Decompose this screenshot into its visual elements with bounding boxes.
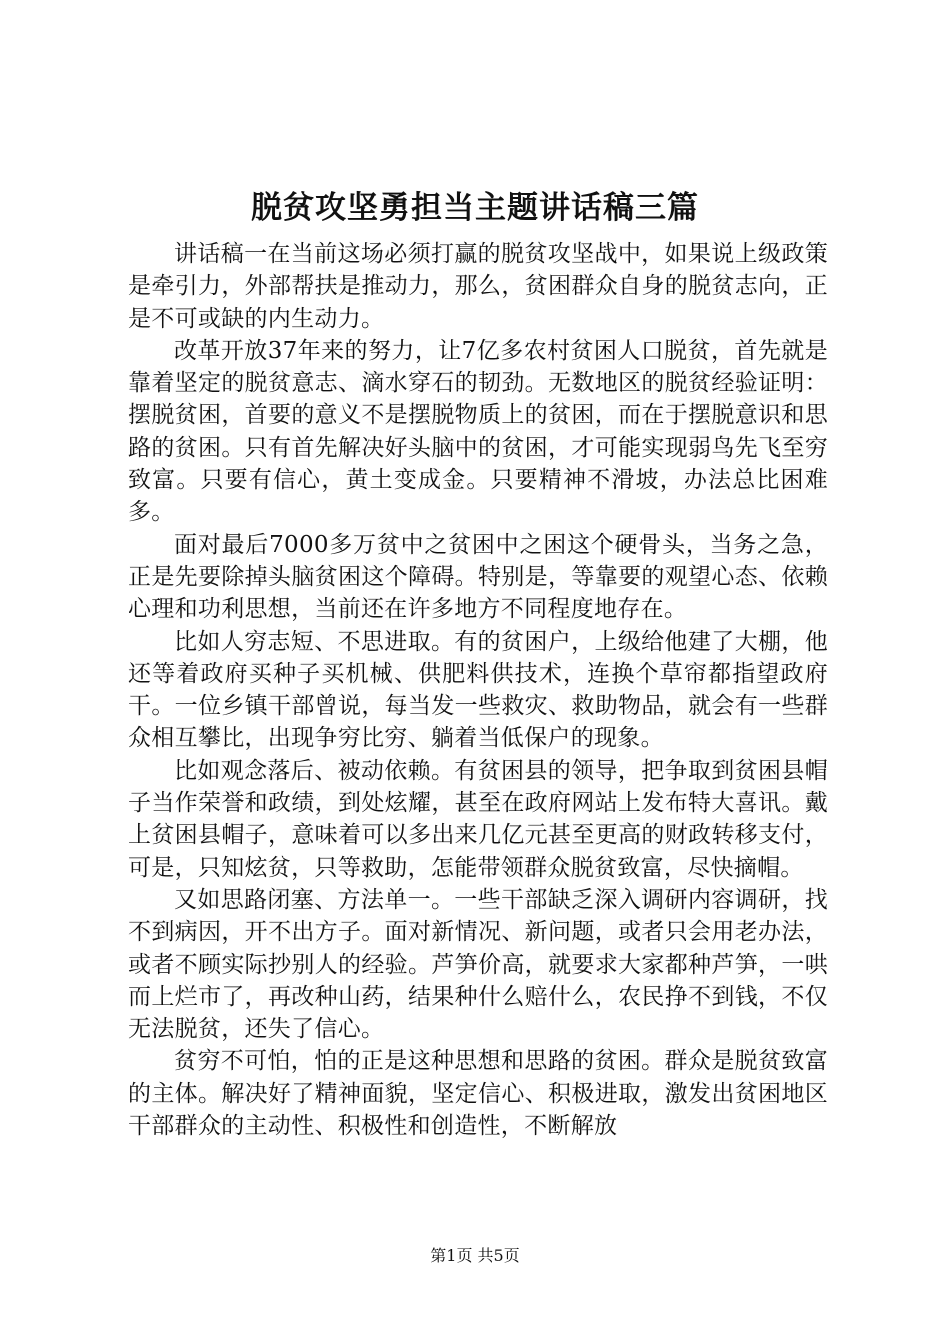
paragraph-1: 讲话稿一在当前这场必须打赢的脱贫攻坚战中，如果说上级政策是牵引力，外部帮扶是推动力，那么，贫困群众自身的脱贫志向，正是不可或缺的内生动力。 (128, 241, 828, 332)
paragraph-6: 又如思路闭塞、方法单一。一些干部缺乏深入调研内容调研，找不到病因，开不出方子。面对新情况、新问题，或者只会用老办法，或者不顾实际抄别人的经验。芦笋价高，就要求大家都种芦笋，一哄而上烂市了，再改种山药，结果种什么赔什么，农民挣不到钱，不仅无法脱贫，还失了信心。 (128, 886, 828, 1043)
paragraph-3: 面对最后7000多万贫中之贫困中之困这个硬骨头，当务之急，正是先要除掉头脑贫困这个障碍。特别是，等靠要的观望心态、依赖心理和功利思想，当前还在许多地方不同程度地存在。 (128, 531, 828, 623)
paragraph-7: 贫穷不可怕，怕的正是这种思想和思路的贫困。群众是脱贫致富的主体。解决好了精神面貌，坚定信心、积极进取，激发出贫困地区干部群众的主动性、积极性和创造性，不断解放 (128, 1048, 828, 1140)
document-title: 脱贫攻坚勇担当主题讲话稿三篇 (251, 190, 699, 226)
paragraph-4: 比如人穷志短、不思进取。有的贫困户，上级给他建了大棚，他还等着政府买种子买机械、供肥料供技术，连换个草帘都指望政府干。一位乡镇干部曾说，每当发一些救灾、救助物品，就会有一些群众相互攀比，出现争穷比穷、躺着当低保户的现象。 (128, 628, 828, 752)
paragraph-2: 改革开放37年来的努力，让7亿多农村贫困人口脱贫，首先就是靠着坚定的脱贫意志、滴水穿石的韧劲。无数地区的脱贫经验证明：摆脱贫困，首要的意义不是摆脱物质上的贫困，而在于摆脱意识和思路的贫困。只有首先解决好头脑中的贫困，才可能实现弱鸟先飞至穷致富。只要有信心，黄土变成金。只要精神不滑坡，办法总比困难多。 (128, 337, 828, 526)
page-footer: 第1页 共5页 (430, 1246, 520, 1265)
document-body (128, 238, 828, 1142)
paragraph-5: 比如观念落后、被动依赖。有贫困县的领导，把争取到贫困县帽子当作荣誉和政绩，到处炫耀，甚至在政府网站上发布特大喜讯。戴上贫困县帽子，意味着可以多出来几亿元甚至更高的财政转移支付，可是，只知炫贫，只等救助，怎能带领群众脱贫致富，尽快摘帽。 (128, 757, 828, 881)
